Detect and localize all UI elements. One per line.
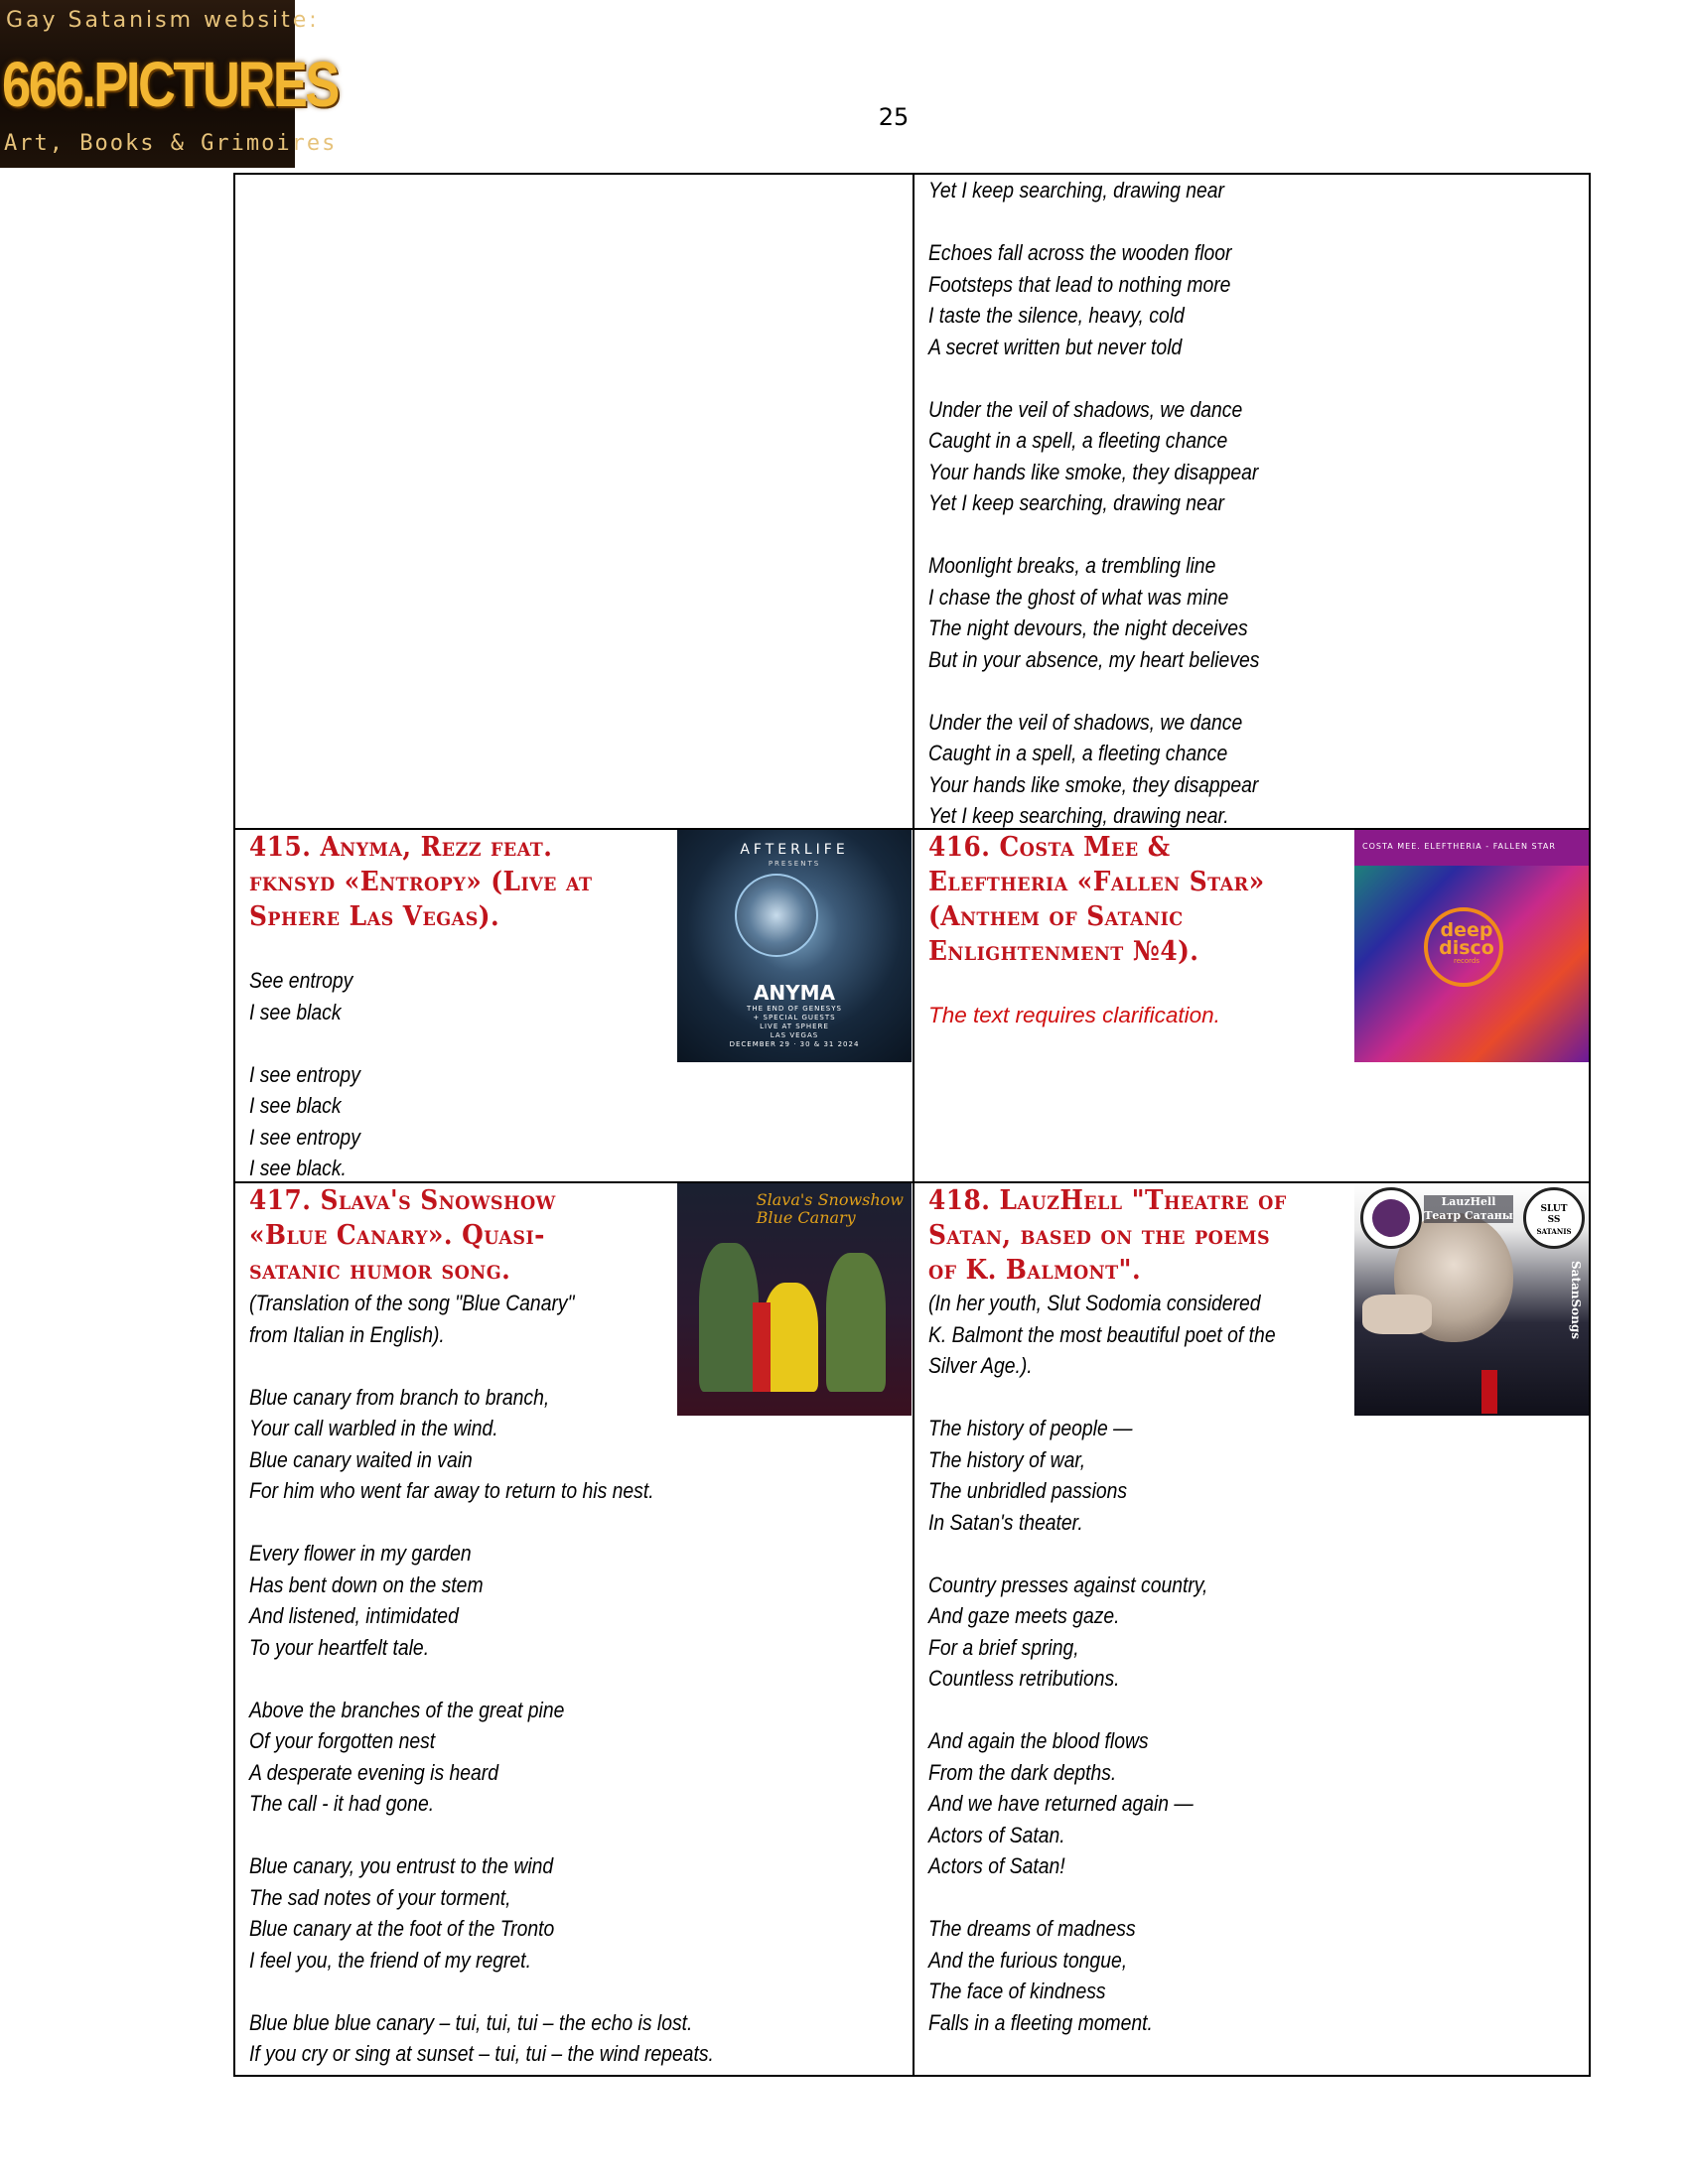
text-line: Sphere Las Vegas).: [249, 901, 500, 932]
text-line: Country presses against country,: [928, 1571, 1208, 1597]
text-line: For a brief spring,: [928, 1634, 1079, 1660]
text-line: Eleftheria «Fallen Star»: [928, 867, 1265, 897]
sphere-graphic: [735, 874, 818, 957]
logo-tagline: Gay Satanism website:: [6, 8, 320, 33]
text-line: The dreams of madness: [928, 1916, 1136, 1941]
pointing-hand: [1362, 1295, 1432, 1334]
text-line: Footsteps that lead to nothing more: [928, 271, 1231, 297]
text-line: A secret written but never told: [928, 334, 1183, 359]
text-line: Enlightenment №4).: [928, 936, 1199, 967]
stanza-gap: [928, 519, 1498, 551]
text-line: Blue canary at the foot of the Tronto: [249, 1916, 555, 1941]
song-418-lyrics: [928, 1413, 1276, 2038]
text-line: And again the blood flows: [928, 1728, 1149, 1753]
text-line: Echoes fall across the wooden floor: [928, 240, 1232, 265]
text-line: Falls in a fleeting moment.: [928, 2009, 1153, 2035]
text-line: Under the veil of shadows, we dance: [928, 709, 1243, 735]
text-line: THE END OF GENESYS: [747, 1005, 842, 1013]
page-number: 25: [878, 103, 910, 131]
song-415-cell: [235, 830, 913, 1181]
text-line: 418. LauzHell "Theatre of: [928, 1185, 1287, 1216]
snowshow-image: [677, 1183, 912, 1416]
stanza-gap: [928, 675, 1498, 707]
text-line: But in your absence, my heart believes: [928, 646, 1260, 672]
slut-satanism-seal-icon: [1523, 1187, 1585, 1249]
text-line: LIVE AT SPHERE: [760, 1023, 829, 1030]
song-418-cell: [914, 1183, 1591, 2077]
seal-text: SS: [1547, 1215, 1561, 1225]
text-line: To your heartfelt tale.: [249, 1634, 430, 1660]
song-418-title: [928, 1183, 1300, 1288]
text-line: And we have returned again —: [928, 1791, 1194, 1816]
text-line: of K. Balmont".: [928, 1255, 1142, 1286]
stanza-gap: [249, 1820, 714, 1851]
seal-text: SATANIS: [1536, 1227, 1572, 1236]
text-line: I see black: [249, 999, 342, 1024]
text-line: I see entropy: [249, 1061, 360, 1087]
text-line: Every flower in my garden: [249, 1541, 472, 1566]
text-line: Satan, based on the poems: [928, 1220, 1271, 1251]
caption-line: Slava's Snowshow: [756, 1190, 904, 1209]
text-line: Under the veil of shadows, we dance: [928, 396, 1243, 422]
text-line: Yet I keep searching, drawing near: [928, 490, 1224, 515]
text-line: From the dark depths.: [928, 1759, 1117, 1785]
text-line: The night devours, the night deceives: [928, 615, 1248, 640]
fallen-star-cover-image: [1354, 830, 1589, 1062]
stanza-gap: [928, 1538, 1276, 1570]
caption-line: Blue Canary: [756, 1208, 856, 1227]
song-417-note: [249, 1288, 714, 1350]
text-line: Caught in a spell, a fleeting chance: [928, 428, 1228, 453]
text-line: fknsyd «Entropy» (Live at: [249, 867, 593, 897]
stanza-gap: [249, 1663, 714, 1695]
text-line: I see black: [249, 1093, 342, 1118]
logo-subtitle: Art, Books & Grimoires: [4, 131, 338, 156]
text-line: See entropy: [249, 968, 353, 993]
stanza-gap: [928, 1695, 1276, 1726]
cover-label: AFTERLIFE: [740, 842, 849, 858]
text-line: And the furious tongue,: [928, 1947, 1128, 1973]
song-417-lyrics: [249, 1382, 714, 2070]
cover-details: [677, 1005, 912, 1049]
text-line: And listened, intimidated: [249, 1603, 459, 1628]
song-418-note: [928, 1288, 1276, 1382]
song-416-cell: [914, 830, 1591, 1181]
text-line: (Translation of the song "Blue Canary": [249, 1291, 575, 1315]
cover-side-text: SatanSongs: [1569, 1261, 1583, 1340]
clown-figure: [826, 1253, 886, 1392]
stanza-gap: [249, 1976, 714, 2007]
cover-label: PRESENTS: [768, 860, 821, 868]
text-line: (Anthem of Satanic: [928, 901, 1184, 932]
song-415-lyrics: [249, 965, 570, 1184]
song-417-cell: [235, 1183, 913, 2077]
song-417-title: [249, 1183, 747, 1288]
text-line: The call - it had gone.: [249, 1791, 435, 1816]
text-line: Actors of Satan!: [928, 1853, 1065, 1878]
pentagram-seal-icon: [1360, 1187, 1422, 1249]
text-line: The unbridled passions: [928, 1478, 1128, 1503]
text-line: 415. Anyma, Rezz feat.: [249, 832, 553, 863]
text-line: Above the branches of the great pine: [249, 1697, 565, 1722]
text-line: Yet I keep searching, drawing near: [928, 178, 1224, 203]
text-line: LAS VEGAS: [770, 1031, 819, 1039]
text-line: «Blue Canary». Quasi-: [249, 1220, 545, 1251]
stanza-gap: [928, 362, 1498, 394]
text-line: The history of people —: [928, 1416, 1133, 1440]
text-line: Blue canary, you entrust to the wind: [249, 1853, 554, 1878]
stanza-gap: [249, 1027, 570, 1059]
text-line: DECEMBER 29 · 30 & 31 2024: [729, 1040, 860, 1048]
text-line: (In her youth, Slut Sodomia considered: [928, 1291, 1261, 1315]
text-line: Your hands like smoke, they disappear: [928, 459, 1259, 484]
label-logo: [1432, 921, 1501, 966]
text-line: Moonlight breaks, a trembling line: [928, 553, 1216, 578]
continued-lyrics: [928, 175, 1498, 832]
text-line: A desperate evening is heard: [249, 1759, 499, 1785]
text-line: If you cry or sing at sunset – tui, tui – the wind repeats.: [249, 2041, 714, 2066]
red-prop: [753, 1302, 771, 1392]
cover-title-line: LauzHell: [1441, 1195, 1496, 1208]
song-416-title: [928, 830, 1265, 969]
text-line: satanic humor song.: [249, 1255, 511, 1286]
label-logo-sub: records: [1453, 957, 1479, 965]
text-line: 416. Costa Mee &: [928, 832, 1171, 863]
text-line: + SPECIAL GUESTS: [753, 1014, 836, 1022]
anyma-cover-image: [677, 830, 912, 1062]
song-416-note: The text requires clarification.: [928, 1003, 1220, 1027]
text-line: The history of war,: [928, 1446, 1086, 1472]
clown-figure: [699, 1243, 759, 1392]
text-line: Silver Age.).: [928, 1353, 1033, 1378]
text-line: Yet I keep searching, drawing near.: [928, 803, 1229, 828]
text-line: from Italian in English).: [249, 1321, 445, 1347]
label-logo-line: disco: [1439, 937, 1494, 959]
text-line: I see entropy: [249, 1124, 360, 1150]
stanza-gap: [928, 1882, 1276, 1914]
text-line: Of your forgotten nest: [249, 1728, 436, 1753]
text-line: For him who went far away to return to his nest.: [249, 1478, 654, 1503]
text-line: Your call warbled in the wind.: [249, 1416, 498, 1440]
text-line: The face of kindness: [928, 1979, 1106, 2003]
text-line: I chase the ghost of what was mine: [928, 584, 1229, 610]
text-line: Has bent down on the stem: [249, 1571, 484, 1597]
text-line: And gaze meets gaze.: [928, 1603, 1120, 1628]
text-line: Caught in a spell, a fleeting chance: [928, 741, 1228, 765]
songs-table: [233, 173, 1591, 2077]
text-line: In Satan's theater.: [928, 1509, 1083, 1535]
stanza-gap: [249, 1507, 714, 1539]
text-line: Countless retributions.: [928, 1666, 1120, 1691]
text-line: I feel you, the friend of my regret.: [249, 1947, 531, 1973]
logo-title: 666.PICTURES: [2, 49, 338, 120]
cover-title-line: Театр Сатаны: [1424, 1209, 1513, 1222]
text-line: 417. Slava's Snowshow: [249, 1185, 556, 1216]
cover-header: COSTA MEE. ELEFTHERIA - FALLEN STAR: [1362, 842, 1556, 851]
song-415-title: [249, 830, 593, 934]
lauzhell-cover-image: [1354, 1183, 1589, 1416]
label-logo-line: deep: [1440, 919, 1493, 941]
text-line: I see black.: [249, 1156, 347, 1180]
text-line: Your hands like smoke, they disappear: [928, 771, 1259, 797]
red-tie: [1481, 1370, 1497, 1414]
site-logo[interactable]: [0, 0, 338, 168]
text-line: The sad notes of your torment,: [249, 1884, 511, 1910]
cover-title: [1424, 1195, 1513, 1223]
stanza-gap: [928, 206, 1498, 238]
cover-header-bar: [1354, 830, 1589, 866]
text-line: K. Balmont the most beautiful poet of the: [928, 1321, 1276, 1347]
text-line: Blue canary from branch to branch,: [249, 1384, 550, 1410]
continued-lyrics-cell: [914, 175, 1591, 828]
seal-text: SLUT: [1540, 1204, 1568, 1214]
cover-artist: ANYMA: [753, 981, 836, 1005]
text-line: I taste the silence, heavy, cold: [928, 303, 1185, 328]
text-line: Blue canary waited in vain: [249, 1446, 473, 1472]
text-line: Blue blue blue canary – tui, tui, tui – the echo is lost.: [249, 2009, 693, 2035]
text-line: Actors of Satan.: [928, 1822, 1065, 1847]
image-caption: [757, 1191, 904, 1227]
clown-figure: [763, 1283, 818, 1392]
